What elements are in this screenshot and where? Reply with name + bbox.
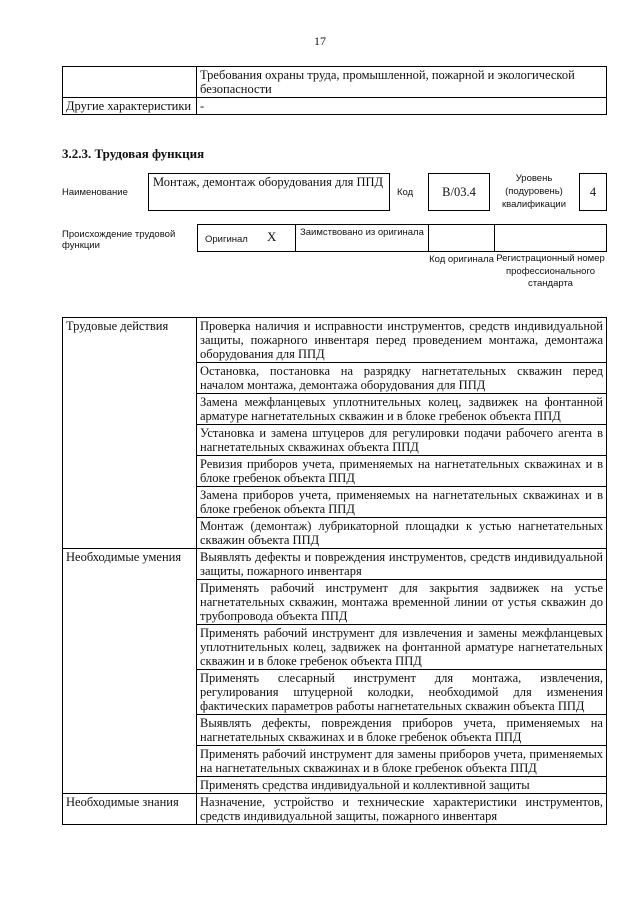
level-value: 4: [589, 184, 597, 199]
table-cell-item: Применять слесарный инструмент для монтажа, извлечения, регулирования штуцерной колодки, необходимой для изменения фактических параметров работы нагнетательных скважин объекта ППД: [197, 670, 607, 715]
table-cell-item: Замена приборов учета, применяемых на нагнетательных скважинах и в блоке гребенок объекта ППД: [197, 487, 607, 518]
table-cell-item: Монтаж (демонтаж) лубрикаторной площадки к устью нагнетательных скважин объекта ППД: [197, 518, 607, 549]
table-cell-value: Требования охраны труда, промышленной, пожарной и экологической безопасности: [197, 67, 607, 98]
code-original-box: [428, 224, 495, 252]
original-label: Оригинал: [205, 234, 248, 245]
level-label: Уровень (подуровень) квалификации: [501, 173, 567, 210]
table-row: [63, 67, 607, 98]
table-cell-item: Замена межфланцевых уплотнительных колец, задвижек на фонтанной арматуре нагнетательных скважин и в блоке гребенок объекта ППД: [197, 394, 607, 425]
table-cell-item: Применять средства индивидуальной и коллективной защиты: [197, 777, 607, 794]
function-name: Монтаж, демонтаж оборудования для ППД: [153, 175, 384, 189]
page-number: 17: [314, 34, 326, 48]
table-cell-item: Остановка, постановка на разрядку нагнетательных скважин перед началом монтажа, демонтажа оборудования для ППД: [197, 363, 607, 394]
main-table: [62, 317, 607, 825]
table-cell-label: Другие характеристики: [63, 98, 197, 115]
code-value: B/03.4: [442, 184, 476, 199]
section-label-actions: Трудовые действия: [63, 318, 197, 549]
code-label: Код: [397, 187, 414, 198]
section-title: 3.2.3. Трудовая функция: [62, 146, 205, 161]
table-row: [63, 318, 607, 363]
table-row: [63, 549, 607, 580]
name-label: Наименование: [62, 187, 128, 198]
table-cell-item: Ревизия приборов учета, применяемых на нагнетательных скважинах и в блоке гребенок объекта ППД: [197, 456, 607, 487]
table-cell-item: Назначение, устройство и технические характеристики инструментов, средств индивидуальной защиты, пожарного инвентаря: [197, 794, 607, 825]
table-cell-item: Выявлять дефекты и повреждения инструментов, средств индивидуальной защиты, пожарного инвентаря: [197, 549, 607, 580]
table-cell-item: Выявлять дефекты, повреждения приборов учета, применяемых на нагнетательных скважинах и в блоке гребенок объекта ППД: [197, 715, 607, 746]
table-cell-item: Проверка наличия и исправности инструментов, средств индивидуальной защиты, пожарного инвентаря перед проведением монтажа, демонтажа оборудования для ППД: [197, 318, 607, 363]
table-cell-item: Применять рабочий инструмент для замены приборов учета, применяемых на нагнетательных скважинах и в блоке гребенок объекта ППД: [197, 746, 607, 777]
table-cell-label: [63, 67, 197, 98]
section-label-knowledge: Необходимые знания: [63, 794, 197, 825]
reg-number-box: [494, 224, 607, 252]
table-row: [63, 794, 607, 825]
table-row: [63, 98, 607, 115]
origin-label: Происхождение трудовой функции: [62, 229, 176, 251]
code-original-label: Код оригинала: [429, 254, 494, 265]
top-table: [62, 66, 607, 115]
table-cell-item: Применять рабочий инструмент для извлечения и замены межфланцевых уплотнительных колец, задвижек на фонтанной арматуре нагнетательных скважин и в блоке гребенок объекта ППД: [197, 625, 607, 670]
table-cell-value: -: [197, 98, 607, 115]
code-box: [428, 173, 490, 211]
function-name-box: [148, 173, 390, 211]
section-label-skills: Необходимые умения: [63, 549, 197, 794]
borrowed-label: Заимствовано из оригинала: [300, 227, 424, 238]
table-cell-item: Применять рабочий инструмент для закрытия задвижек на устье нагнетательных скважин, монтажа временной линии от устья скважин до трубопровода объекта ППД: [197, 580, 607, 625]
original-mark: X: [267, 229, 277, 244]
table-cell-item: Установка и замена штуцеров для регулировки подачи рабочего агента в нагнетательных скважинах объекта ППД: [197, 425, 607, 456]
reg-number-label: Регистрационный номер профессионального стандарта: [496, 253, 605, 289]
level-box: [579, 173, 607, 211]
